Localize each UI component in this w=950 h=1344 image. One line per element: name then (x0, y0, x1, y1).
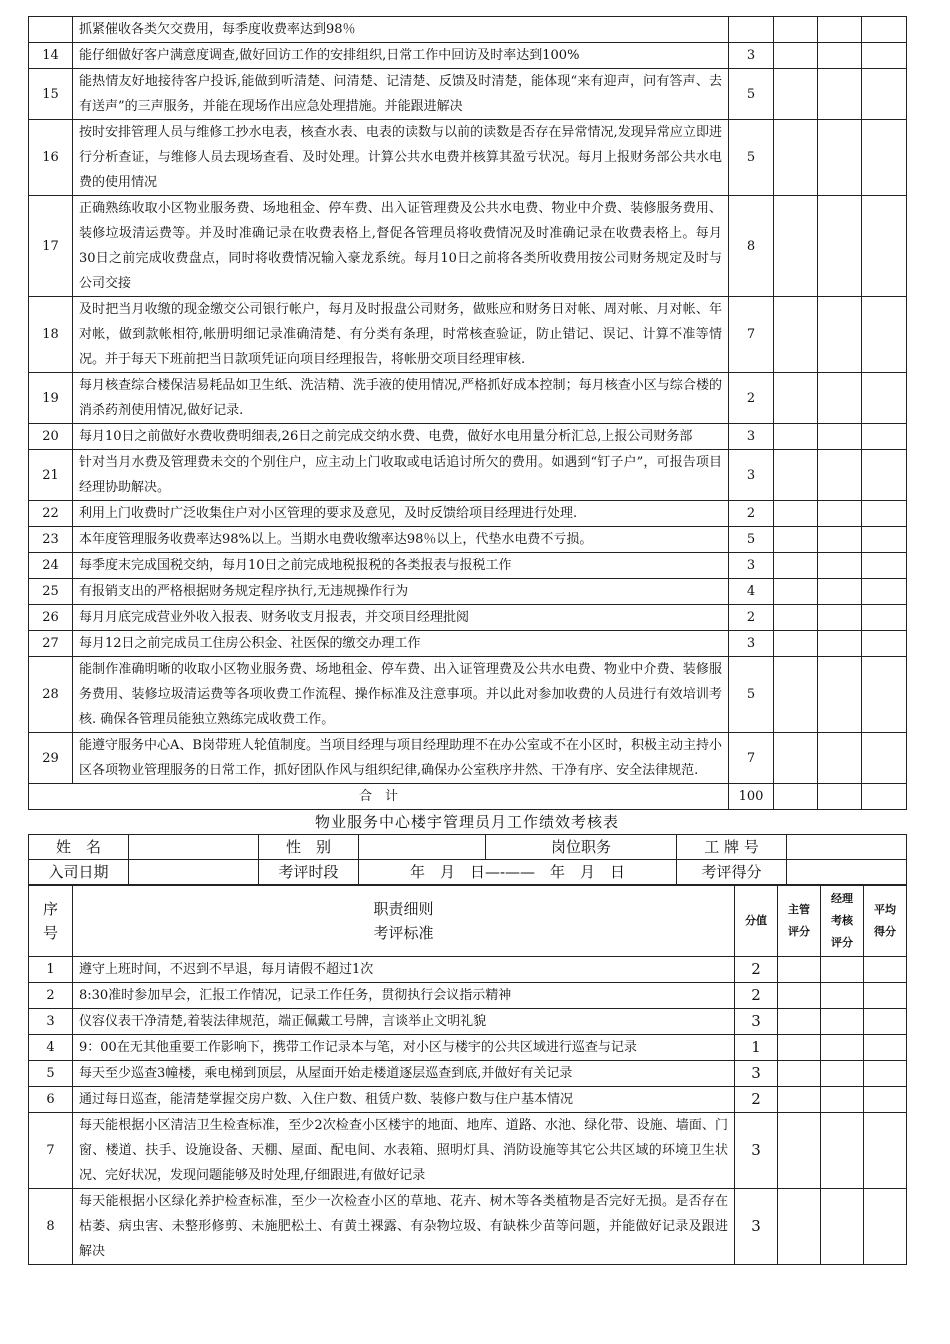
duty-text: 能制作准确明晰的收取小区物业服务费、场地租金、停车费、出入证管理费及公共水电费、物业中介费、装修服务费用、装修垃圾清运费等各项收费工作流程、操作标准及注意事项。并以此对参加收费的人员进行有效培训考核. 确保各管理员能独立熟练完成收费工作。 (73, 657, 729, 733)
table-row (29, 527, 907, 553)
supervisor-score-cell[interactable] (774, 605, 818, 631)
seq-header: 序 号 (29, 886, 73, 957)
average-score-cell[interactable] (862, 501, 907, 527)
name-field[interactable] (129, 835, 259, 860)
duty-header-title: 职责细则 (373, 900, 434, 918)
supervisor-score-cell[interactable] (778, 983, 821, 1009)
supervisor-score-cell[interactable] (774, 120, 818, 196)
row-score: 3 (729, 424, 774, 450)
manager-score-header: 经理 考核 评分 (821, 886, 864, 957)
supervisor-score-cell[interactable] (774, 43, 818, 69)
manager-score-cell[interactable] (818, 450, 862, 501)
table-row (29, 120, 907, 196)
total-label: 合 计 (29, 784, 729, 810)
duty-text: 每月10日之前做好水费收费明细表,26日之前完成交纳水费、电费，做好水电用量分析汇总,上报公司财务部 (73, 424, 729, 450)
manager-score-cell[interactable] (818, 17, 862, 43)
manager-score-cell[interactable] (818, 69, 862, 120)
manager-score-cell[interactable] (821, 983, 864, 1009)
row-score: 3 (735, 1189, 778, 1265)
table-row (29, 657, 907, 733)
average-score-cell[interactable] (864, 1009, 907, 1035)
row-number: 19 (29, 373, 73, 424)
total-row (29, 784, 907, 810)
row-number: 20 (29, 424, 73, 450)
table-row (29, 579, 907, 605)
row-score: 3 (729, 43, 774, 69)
average-score-cell[interactable] (864, 957, 907, 983)
row-score: 5 (729, 527, 774, 553)
row-score: 2 (729, 605, 774, 631)
average-score-cell[interactable] (862, 424, 907, 450)
row-score: 3 (729, 553, 774, 579)
duty-text: 通过每日巡查，能清楚掌握交房户数、入住户数、租赁户数、装修户数与住户基本情况 (73, 1087, 735, 1113)
row-number: 18 (29, 297, 73, 373)
manager-score-cell[interactable] (818, 553, 862, 579)
average-score-cell[interactable] (862, 43, 907, 69)
supervisor-score-cell[interactable] (774, 553, 818, 579)
manager-score-cell[interactable] (821, 1061, 864, 1087)
manager-score-cell[interactable] (821, 1113, 864, 1189)
join-date-label: 入司日期 (29, 860, 129, 885)
row-score: 2 (735, 983, 778, 1009)
average-score-cell[interactable] (862, 196, 907, 297)
row-score: 2 (729, 373, 774, 424)
supervisor-score-cell[interactable] (778, 1189, 821, 1265)
row-score: 2 (735, 957, 778, 983)
score-header: 分值 (735, 886, 778, 957)
score-field[interactable] (787, 860, 907, 885)
duty-text: 本年度管理服务收费率达98%以上。当期水电费收缴率达98％以上，代垫水电费不亏损。 (73, 527, 729, 553)
supervisor-score-cell[interactable] (774, 424, 818, 450)
table-row (29, 297, 907, 373)
row-score (729, 17, 774, 43)
manager-score-cell[interactable] (818, 657, 862, 733)
average-score-cell[interactable] (862, 17, 907, 43)
average-score-cell[interactable] (864, 1061, 907, 1087)
supervisor-score-cell[interactable] (774, 657, 818, 733)
row-score: 3 (735, 1009, 778, 1035)
period-value[interactable]: 年 月 日—-—— 年 月 日 (359, 860, 677, 885)
supervisor-score-cell[interactable] (774, 631, 818, 657)
table-row (29, 501, 907, 527)
row-number: 3 (29, 1009, 73, 1035)
supervisor-score-cell[interactable] (774, 196, 818, 297)
badge-field[interactable] (787, 835, 907, 860)
duty-text: 9：00在无其他重要工作影响下，携带工作记录本与笔，对小区与楼宇的公共区域进行巡查与记录 (73, 1035, 735, 1061)
average-score-cell[interactable] (862, 297, 907, 373)
standard-header-title: 考评标准 (373, 924, 434, 942)
duty-text: 每天能根据小区绿化养护检查标准，至少一次检查小区的草地、花卉、树木等各类植物是否完好无损。是否存在枯萎、病虫害、未整形修剪、未施肥松土、有黄土裸露、有杂物垃圾、有缺株少苗等问题，并能做好记录及跟进解决 (73, 1189, 735, 1265)
period-label: 考评时段 (259, 860, 359, 885)
supervisor-score-cell[interactable] (774, 579, 818, 605)
duty-text: 8:30准时参加早会，汇报工作情况，记录工作任务，贯彻执行会议指示精神 (73, 983, 735, 1009)
join-date-field[interactable] (129, 860, 259, 885)
table-row (29, 69, 907, 120)
average-score-cell[interactable] (862, 657, 907, 733)
duty-text: 每天能根据小区清洁卫生检查标准，至少2次检查小区楼宇的地面、地库、道路、水池、绿化带、设施、墙面、门窗、楼道、扶手、设施设备、天棚、屋面、配电间、水表箱、照明灯具、消防设施等其它公共区域的环境卫生状况、完好状况，发现问题能够及时处理,仔细跟进,有做好记录 (73, 1113, 735, 1189)
table-row (29, 553, 907, 579)
table-row (29, 43, 907, 69)
row-score: 5 (729, 657, 774, 733)
row-number: 6 (29, 1087, 73, 1113)
table-row (29, 605, 907, 631)
row-score: 2 (735, 1087, 778, 1113)
row-score: 2 (729, 501, 774, 527)
row-number: 14 (29, 43, 73, 69)
table-row (29, 1087, 907, 1113)
average-score-cell[interactable] (862, 553, 907, 579)
row-number: 2 (29, 983, 73, 1009)
row-score: 4 (729, 579, 774, 605)
supervisor-score-cell[interactable] (778, 1061, 821, 1087)
manager-score-cell[interactable] (821, 1087, 864, 1113)
total-value: 100 (729, 784, 774, 810)
supervisor-score-header: 主管 评分 (778, 886, 821, 957)
score-label: 考评得分 (677, 860, 787, 885)
duty-header (73, 886, 735, 957)
info-row-1 (29, 835, 907, 860)
duty-text: 抓紧催收各类欠交费用，每季度收费率达到98％ (73, 17, 729, 43)
row-number: 25 (29, 579, 73, 605)
duty-text: 每月核查综合楼保洁易耗品如卫生纸、洗洁精、洗手液的使用情况,严格抓好成本控制；每月核查小区与综合楼的消杀药剂使用情况,做好记录. (73, 373, 729, 424)
row-number: 28 (29, 657, 73, 733)
duty-text: 能仔细做好客户满意度调查,做好回访工作的安排组织,日常工作中回访及时率达到100% (73, 43, 729, 69)
supervisor-score-cell[interactable] (774, 501, 818, 527)
table-row (29, 983, 907, 1009)
supervisor-score-cell[interactable] (778, 1009, 821, 1035)
duty-text: 每季度末完成国税交纳，每月10日之前完成地税报税的各类报表与报税工作 (73, 553, 729, 579)
row-score: 3 (735, 1061, 778, 1087)
manager-score-cell[interactable] (818, 373, 862, 424)
duty-text: 有报销支出的严格根据财务规定程序执行,无违规操作行为 (73, 579, 729, 605)
duty-text: 每月月底完成营业外收入报表、财务收支月报表，并交项目经理批阅 (73, 605, 729, 631)
supervisor-score-cell[interactable] (778, 1035, 821, 1061)
supervisor-score-cell[interactable] (774, 17, 818, 43)
row-number: 17 (29, 196, 73, 297)
row-number: 21 (29, 450, 73, 501)
duty-text: 正确熟练收取小区物业服务费、场地租金、停车费、出入证管理费及公共水电费、物业中介费、装修服务费用、装修垃圾清运费等。并及时准确记录在收费表格上,督促各管理员将收费情况及时准确记录在收费表格上。每月30日之前完成收费盘点，同时将收费情况输入豪龙系统。每月10日之前将各类所收费用按公司财务规定及时与公司交接 (73, 196, 729, 297)
manager-score-cell[interactable] (821, 1035, 864, 1061)
manager-score-cell[interactable] (818, 43, 862, 69)
duty-text: 能热情友好地接待客户投诉,能做到听清楚、问清楚、记清楚、反馈及时清楚，能体现“来有迎声，问有答声、去有送声”的三声服务，并能在现场作出应急处理措施。并能跟进解决 (73, 69, 729, 120)
table-row (29, 1035, 907, 1061)
row-score: 5 (729, 69, 774, 120)
average-score-cell[interactable] (864, 983, 907, 1009)
form-title: 物业服务中心楼宇管理员月工作绩效考核表 (314, 813, 619, 831)
row-score: 5 (729, 120, 774, 196)
table-row (29, 373, 907, 424)
table-row (29, 1189, 907, 1265)
supervisor-score-cell[interactable] (774, 450, 818, 501)
duty-text: 每天至少巡查3幢楼，乘电梯到顶层，从屋面开始走楼道逐层巡查到底,并做好有关记录 (73, 1061, 735, 1087)
supervisor-score-cell[interactable] (774, 733, 818, 784)
supervisor-score-cell[interactable] (774, 69, 818, 120)
duty-text: 及时把当月收缴的现金缴交公司银行帐户，每月及时报盘公司财务，做账应和财务日对帐、周对帐、月对帐、年对帐，做到款帐相符,帐册明细记录准确清楚、有分类有条理，时常核查验证，防止错记、误记、计算不准等情况。并于每天下班前把当日款项凭证向项目经理报告，将帐册交项目经理审核. (73, 297, 729, 373)
row-score: 1 (735, 1035, 778, 1061)
average-score-header: 平均 得分 (864, 886, 907, 957)
row-number: 22 (29, 501, 73, 527)
row-score: 7 (729, 733, 774, 784)
duty-evaluation-table (28, 885, 907, 1265)
table-row (29, 1113, 907, 1189)
document-page (28, 16, 906, 1265)
table-row (29, 17, 907, 43)
manager-score-cell[interactable] (818, 605, 862, 631)
supervisor-score-cell[interactable] (774, 373, 818, 424)
row-number: 15 (29, 69, 73, 120)
duty-text: 利用上门收费时广泛收集住户对小区管理的要求及意见，及时反馈给项目经理进行处理. (73, 501, 729, 527)
row-number: 8 (29, 1189, 73, 1265)
table-row (29, 733, 907, 784)
row-score: 8 (729, 196, 774, 297)
supervisor-score-cell[interactable] (774, 297, 818, 373)
supervisor-score-cell[interactable] (774, 527, 818, 553)
row-score: 7 (729, 297, 774, 373)
name-label: 姓 名 (29, 835, 129, 860)
duty-text: 每月12日之前完成员工住房公积金、社医保的缴交办理工作 (73, 631, 729, 657)
manager-score-cell[interactable] (818, 424, 862, 450)
employee-info-table (28, 834, 907, 885)
evaluation-table-continued (28, 16, 907, 810)
average-score-cell[interactable] (862, 733, 907, 784)
average-score-cell[interactable] (864, 1113, 907, 1189)
position-label: 岗位职务 (486, 835, 677, 860)
row-number: 4 (29, 1035, 73, 1061)
manager-score-cell[interactable] (818, 733, 862, 784)
average-score-cell[interactable] (862, 527, 907, 553)
manager-score-cell[interactable] (821, 1009, 864, 1035)
row-score: 3 (729, 631, 774, 657)
supervisor-score-cell[interactable] (778, 957, 821, 983)
manager-score-cell[interactable] (818, 196, 862, 297)
duty-header-row (29, 886, 907, 957)
table-row (29, 424, 907, 450)
row-score: 3 (735, 1113, 778, 1189)
table-row (29, 450, 907, 501)
manager-score-cell[interactable] (818, 527, 862, 553)
row-number: 24 (29, 553, 73, 579)
badge-label: 工 牌 号 (677, 835, 787, 860)
average-score-cell[interactable] (862, 69, 907, 120)
gender-label: 性 别 (259, 835, 359, 860)
row-number: 16 (29, 120, 73, 196)
average-score-cell[interactable] (862, 605, 907, 631)
manager-score-cell[interactable] (818, 631, 862, 657)
row-number: 27 (29, 631, 73, 657)
average-score-cell[interactable] (864, 1087, 907, 1113)
average-score-cell[interactable] (864, 1189, 907, 1265)
duty-text: 能遵守服务中心A、B岗带班人轮值制度。当项目经理与项目经理助理不在办公室或不在小区时，积极主动主持小区各项物业管理服务的日常工作，抓好团队作风与组织纪律,确保办公室秩序井然、干净有序、安全法律规范. (73, 733, 729, 784)
manager-score-cell[interactable] (821, 1189, 864, 1265)
average-score-cell[interactable] (862, 120, 907, 196)
duty-text: 仪容仪表干净清楚,着装法律规范，端正佩戴工号牌，言谈举止文明礼貌 (73, 1009, 735, 1035)
row-score: 3 (729, 450, 774, 501)
table-row (29, 1009, 907, 1035)
row-number: 7 (29, 1113, 73, 1189)
duty-text: 按时安排管理人员与维修工抄水电表，核查水表、电表的读数与以前的读数是否存在异常情况,发现异常应立即进行分析查证，与维修人员去现场查看、及时处理。计算公共水电费并核算其盈亏状况。每月上报财务部公共水电费的使用情况 (73, 120, 729, 196)
average-score-cell[interactable] (864, 1035, 907, 1061)
row-number (29, 17, 73, 43)
supervisor-score-cell[interactable] (778, 1113, 821, 1189)
gender-field[interactable] (359, 835, 486, 860)
table-row (29, 957, 907, 983)
manager-score-cell[interactable] (818, 501, 862, 527)
info-row-2 (29, 860, 907, 885)
average-score-cell[interactable] (862, 631, 907, 657)
supervisor-score-cell[interactable] (778, 1087, 821, 1113)
manager-score-cell[interactable] (821, 957, 864, 983)
average-score-cell[interactable] (862, 579, 907, 605)
duty-text: 遵守上班时间，不迟到不早退，每月请假不超过1次 (73, 957, 735, 983)
manager-score-cell[interactable] (818, 297, 862, 373)
row-number: 5 (29, 1061, 73, 1087)
row-number: 26 (29, 605, 73, 631)
average-score-cell[interactable] (862, 373, 907, 424)
duty-text: 针对当月水费及管理费未交的个别住户，应主动上门收取或电话追讨所欠的费用。如遇到“钉子户”，可报告项目经理协助解决。 (73, 450, 729, 501)
row-number: 1 (29, 957, 73, 983)
table-row (29, 196, 907, 297)
row-number: 23 (29, 527, 73, 553)
manager-score-cell[interactable] (818, 579, 862, 605)
table-row (29, 631, 907, 657)
row-number: 29 (29, 733, 73, 784)
manager-score-cell[interactable] (818, 120, 862, 196)
table-row (29, 1061, 907, 1087)
average-score-cell[interactable] (862, 450, 907, 501)
